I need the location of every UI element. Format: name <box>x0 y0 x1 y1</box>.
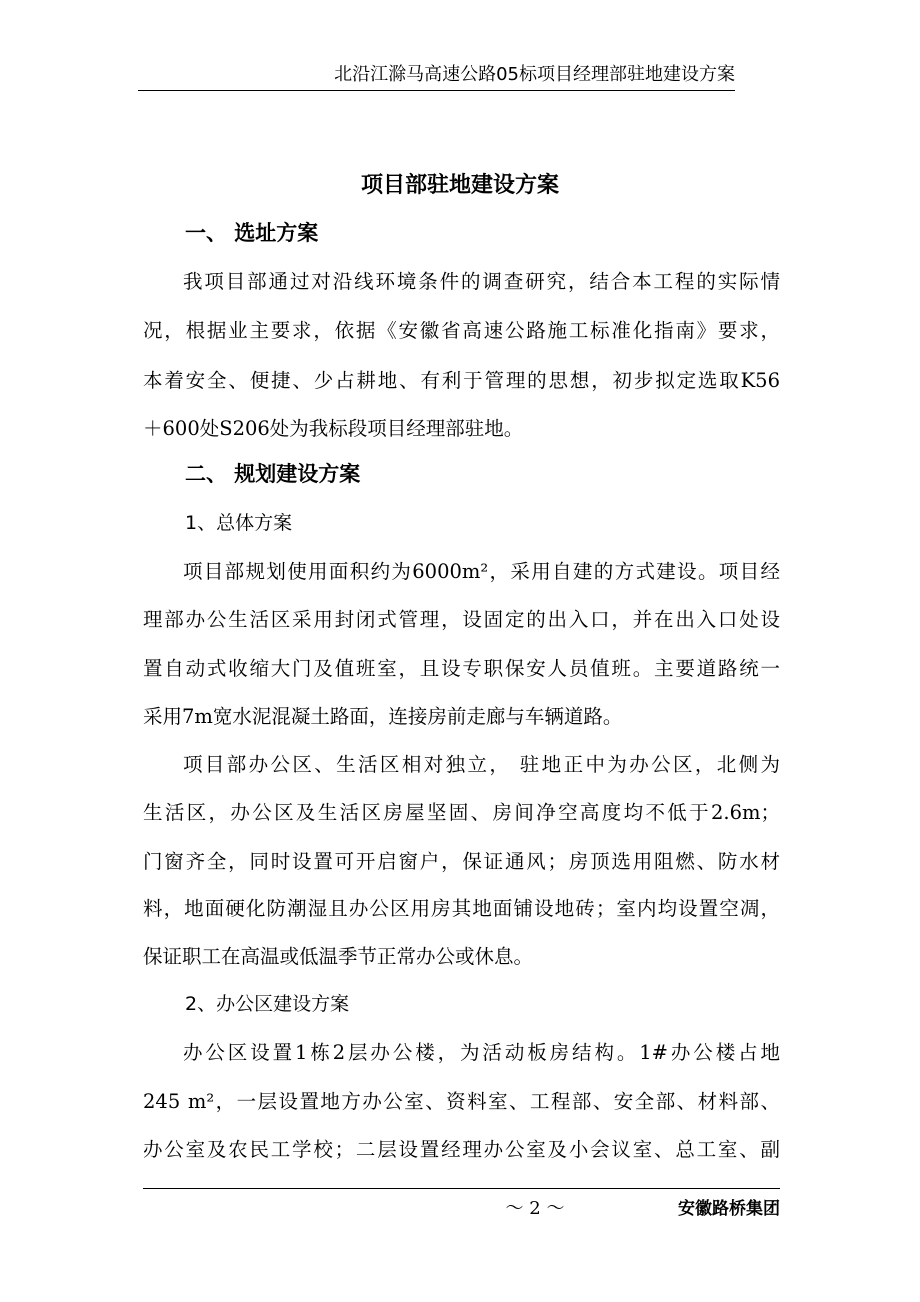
paragraph-line: 置自动式收缩大门及值班室，且设专职保安人员值班。主要道路统一 <box>143 657 780 680</box>
paragraph-line: 项目部规划使用面积约为6000m²，采用自建的方式建设。项目经 <box>183 560 780 583</box>
paragraph-line: 料，地面硬化防潮湿且办公区用房其地面铺设地砖；室内均设置空凋， <box>143 897 780 920</box>
section-heading-site-selection: 一、 选址方案 <box>185 221 319 245</box>
paragraph-line: ＋600处S206处为我标段项目经理部驻地。 <box>143 417 524 440</box>
paragraph-line: 采用7m宽水泥混凝土路面，连接房前走廊与车辆道路。 <box>143 705 623 728</box>
header-rule <box>138 90 735 91</box>
paragraph-line: 理部办公生活区采用封闭式管理，设固定的出入口，并在出入口处设 <box>143 608 780 631</box>
running-header: 北沿江滁马高速公路05标项目经理部驻地建设方案 <box>334 64 735 85</box>
footer-rule <box>143 1188 780 1189</box>
paragraph-line: 本着安全、便捷、少占耕地、有利于管理的思想，初步拟定选取K56 <box>143 369 780 392</box>
paragraph-line: 办公区设置1栋2层办公楼，为活动板房结构。1#办公楼占地 <box>183 1041 780 1064</box>
paragraph-line: 办公室及农民工学校；二层设置经理办公室及小会议室、总工室、副 <box>143 1138 780 1161</box>
document-title: 项目部驻地建设方案 <box>360 173 559 198</box>
paragraph-line: 保证职工在高温或低温季节正常办公或休息。 <box>143 945 534 968</box>
section-heading-planning: 二、 规划建设方案 <box>185 462 361 486</box>
subsection-heading-overall: 1、总体方案 <box>185 512 293 534</box>
page-number: ～ 2 ～ <box>505 1198 565 1219</box>
paragraph-line: 生活区，办公区及生活区房屋坚固、房间净空高度均不低于2.6m； <box>143 801 780 824</box>
paragraph-line: 245 m²，一层设置地方办公室、资料室、工程部、安全部、材料部、 <box>143 1090 780 1113</box>
company-name: 安徽路桥集团 <box>678 1199 780 1219</box>
paragraph-line: 况，根据业主要求，依据《安徽省高速公路施工标准化指南》要求， <box>143 319 780 342</box>
paragraph-line: 门窗齐全，同时设置可开启窗户，保证通风；房顶选用阻燃、防水材 <box>143 850 780 873</box>
subsection-heading-office-area: 2、办公区建设方案 <box>185 993 350 1015</box>
paragraph-line: 项目部办公区、生活区相对独立， 驻地正中为办公区，北侧为 <box>183 753 780 776</box>
paragraph-line: 我项目部通过对沿线环境条件的调查研究，结合本工程的实际情 <box>183 270 780 293</box>
